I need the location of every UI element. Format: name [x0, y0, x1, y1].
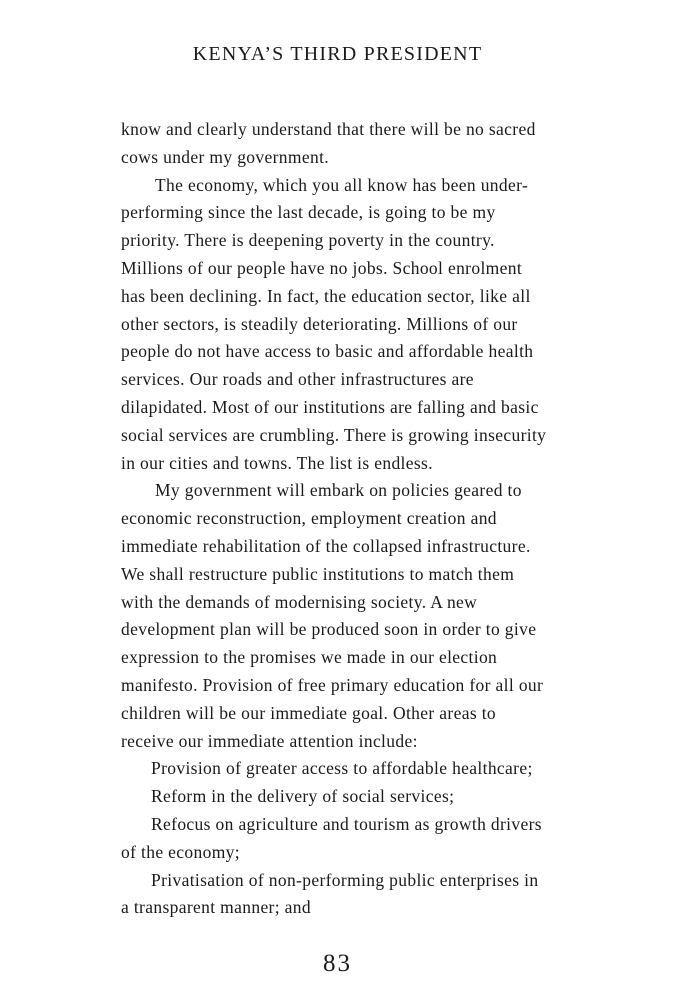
list-item: Reform in the delivery of social services;	[151, 786, 455, 807]
text-line: economic reconstruction, employment creation and	[121, 508, 497, 529]
text-line: dilapidated. Most of our institutions are falling and basic	[121, 396, 539, 417]
text-line: children will be our immediate goal. Other areas to	[121, 702, 497, 723]
text-line: We shall restructure public institutions to match them	[121, 563, 515, 584]
list-item-continuation: a transparent manner; and	[121, 897, 311, 918]
list-item: Refocus on agriculture and tourism as growth drivers	[151, 813, 542, 834]
list-item: Privatisation of non-performing public enterprises in	[151, 869, 539, 890]
paragraph-first-line: The economy, which you all know has been under-	[155, 174, 529, 195]
list-item-continuation: of the economy;	[121, 841, 240, 862]
text-line: development plan will be produced soon in order to give	[121, 619, 537, 640]
text-line: manifesto. Provision of free primary education for all our	[121, 674, 544, 695]
text-line: know and clearly understand that there will be no sacred	[121, 119, 536, 139]
text-line: services. Our roads and other infrastructures are	[121, 369, 474, 390]
page-number: 83	[323, 950, 352, 977]
text-line: expression to the promises we made in our election	[121, 647, 498, 668]
text-line: cows under my government.	[121, 146, 330, 167]
text-line: performing since the last decade, is going to be my	[121, 202, 496, 223]
text-line: other sectors, is steadily deteriorating. Millions of our	[121, 313, 518, 334]
list-item: Provision of greater access to affordable healthcare;	[151, 758, 533, 779]
text-line: with the demands of modernising society. A new	[121, 591, 478, 612]
running-header-title: KENYA’S THIRD PRESIDENT	[192, 43, 483, 65]
text-line: priority. There is deepening poverty in the country.	[121, 230, 495, 251]
text-line: immediate rehabilitation of the collapsed infrastructure.	[121, 535, 531, 556]
text-line: social services are crumbling. There is growing insecurity	[121, 424, 547, 445]
paragraph-first-line: My government will embark on policies geared to	[155, 480, 522, 501]
text-line: Millions of our people have no jobs. School enrolment	[121, 257, 523, 278]
text-line: people do not have access to basic and affordable health	[121, 341, 534, 362]
text-line: has been declining. In fact, the education sector, like all	[121, 285, 531, 306]
body-text	[121, 116, 591, 922]
text-line: receive our immediate attention include:	[121, 730, 418, 751]
text-line: in our cities and towns. The list is endless.	[121, 452, 433, 473]
